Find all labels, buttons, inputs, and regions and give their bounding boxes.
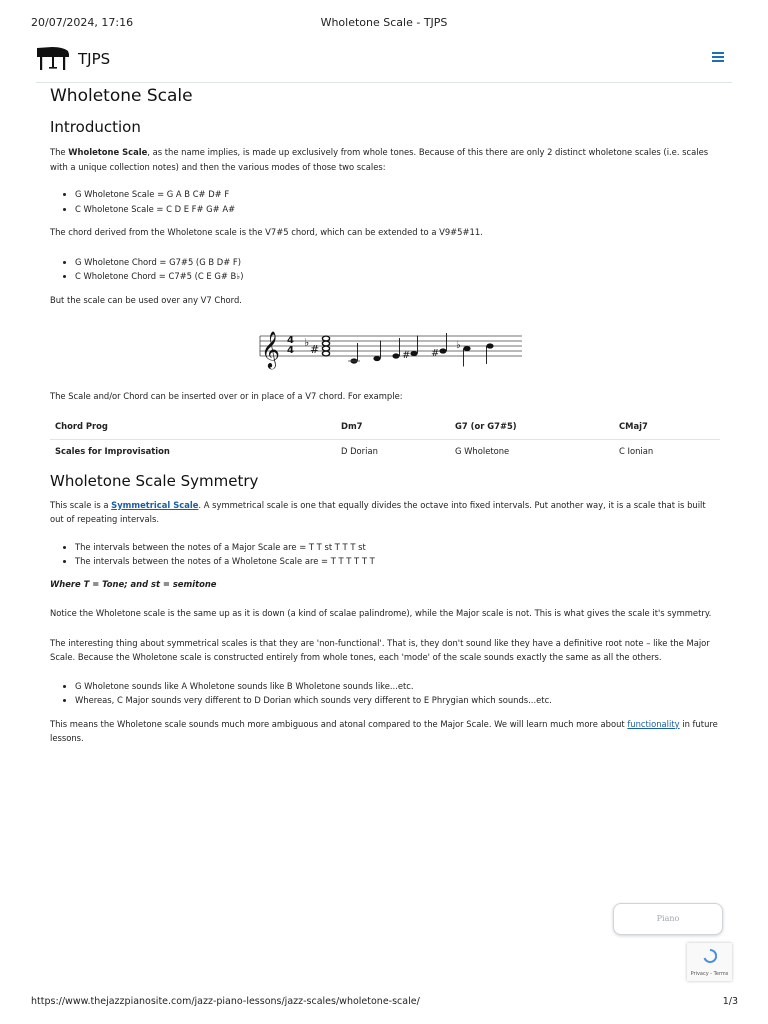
svg-text:#: #: [431, 348, 440, 359]
legend-note: Where T = Tone; and st = semitone: [50, 578, 217, 589]
print-page-title: Wholetone Scale - TJPS: [320, 16, 448, 29]
music-staff-image: [50, 307, 720, 395]
list-item: • C Wholetone Scale = C D E F# G# A#: [75, 202, 720, 217]
piano-button[interactable]: Piano: [613, 903, 723, 935]
table-header-cell: CMaj7: [614, 415, 720, 440]
list-item: • The intervals between the notes of a Wholetone Scale are = T T T T T T: [75, 554, 720, 569]
article: [50, 84, 720, 746]
functionality-link[interactable]: functionality: [627, 718, 680, 729]
table-header-cell: Chord Prog: [50, 415, 336, 440]
intervals-list: [50, 540, 720, 569]
final-paragraph: This means the Wholetone scale sounds much more ambiguous and atonal compared to the Major Scale. We will learn much more about functionality in future lessons.: [50, 718, 718, 743]
svg-text:♭: ♭: [456, 340, 461, 351]
print-datetime: 20/07/2024, 17:16: [31, 16, 134, 29]
chord-scale-table: [50, 415, 720, 464]
table-cell: D Dorian: [341, 446, 378, 457]
any-v7-paragraph: But the scale can be used over any V7 Chord.: [50, 294, 242, 305]
print-url: https://www.thejazzpianosite.com/jazz-piano-lessons/jazz-scales/wholetone-scale/: [31, 996, 420, 1007]
wholetone-scale-notation: [50, 307, 720, 395]
table-header-row: [50, 415, 720, 440]
recaptcha-icon: [703, 949, 717, 963]
term-wholetone-scale: Wholetone Scale: [68, 147, 148, 157]
print-page-number: 1/3: [722, 996, 738, 1007]
symmetry-paragraph: This scale is a Symmetrical Scale. A symmetrical scale is one that equally divides the octave into fixed intervals. Put another way, it is a scale that is built out of repeating intervals.: [50, 499, 706, 524]
grand-piano-icon: [36, 46, 70, 72]
list-item: • G Wholetone sounds like A Wholetone sounds like B Wholetone sounds like...etc.: [75, 679, 720, 694]
list-item: • Whereas, C Major sounds very different to D Dorian which sounds very different to E Phrygian which sounds...etc.: [75, 693, 720, 708]
symmetrical-scale-link[interactable]: Symmetrical Scale: [111, 499, 199, 510]
svg-text:4: 4: [287, 345, 294, 356]
list-item: • C Wholetone Chord = C7#5 (C E G# B♭): [75, 269, 720, 284]
svg-text:𝄞: 𝄞: [261, 330, 280, 368]
table-row: [50, 439, 720, 464]
table-header-cell: G7 (or G7#5): [450, 415, 614, 440]
intro-paragraph: The Wholetone Scale, as the name implies, is made up exclusively from whole tones. Because of this there are only 2 distinct wholetone scales (i.e. scales with a unique collection notes) and then the various modes of those two scales:: [50, 147, 709, 172]
table-cell: G Wholetone: [455, 446, 510, 457]
print-header: [0, 16, 768, 32]
recaptcha-badge[interactable]: [687, 943, 732, 981]
svg-text:♭: ♭: [304, 336, 310, 349]
svg-text:#: #: [402, 350, 411, 361]
site-logo[interactable]: [36, 46, 110, 72]
scales-list: [50, 187, 720, 216]
hamburger-menu-icon[interactable]: [712, 52, 724, 62]
table-cell: Scales for Improvisation: [55, 446, 170, 457]
page-title: Wholetone Scale: [50, 86, 193, 106]
list-item: • G Wholetone Scale = G A B C# D# F: [75, 187, 720, 202]
chord-paragraph: The chord derived from the Wholetone scale is the V7#5 chord, which can be extended to a V9#5#11.: [50, 227, 483, 237]
table-header-cell: Dm7: [336, 415, 450, 440]
introduction-heading: Introduction: [50, 118, 141, 136]
symmetry-heading: Wholetone Scale Symmetry: [50, 471, 259, 490]
site-logo-text: TJPS: [78, 50, 111, 68]
list-item: • The intervals between the notes of a Major Scale are = T T st T T T st: [75, 540, 720, 555]
chords-list: [50, 255, 720, 284]
svg-text:#: #: [310, 343, 320, 356]
list-item: • G Wholetone Chord = G7#5 (G B D# F): [75, 255, 720, 270]
print-footer: [0, 996, 768, 1010]
recaptcha-terms[interactable]: Privacy - Terms: [690, 971, 729, 977]
notice-paragraph: Notice the Wholetone scale is the same up as it is down (a kind of scalae palindrome), while the Major scale is not. This is what gives the scale it's symmetry.: [50, 608, 712, 618]
nonfunctional-paragraph: The interesting thing about symmetrical scales is that they are 'non-functional'. That is, they don't sound like they have a definitive root note – like the Major Scale. Because the Wholetone scale is constructed entirely from whole tones, each 'mode' of the scale sounds exactly the same as all the others.: [50, 637, 710, 662]
table-cell: C Ionian: [619, 446, 654, 457]
sounds-list: [50, 679, 720, 708]
site-header: [36, 42, 732, 83]
insert-paragraph: The Scale and/or Chord can be inserted over or in place of a V7 chord. For example:: [50, 391, 403, 401]
svg-text:4: 4: [287, 335, 294, 346]
